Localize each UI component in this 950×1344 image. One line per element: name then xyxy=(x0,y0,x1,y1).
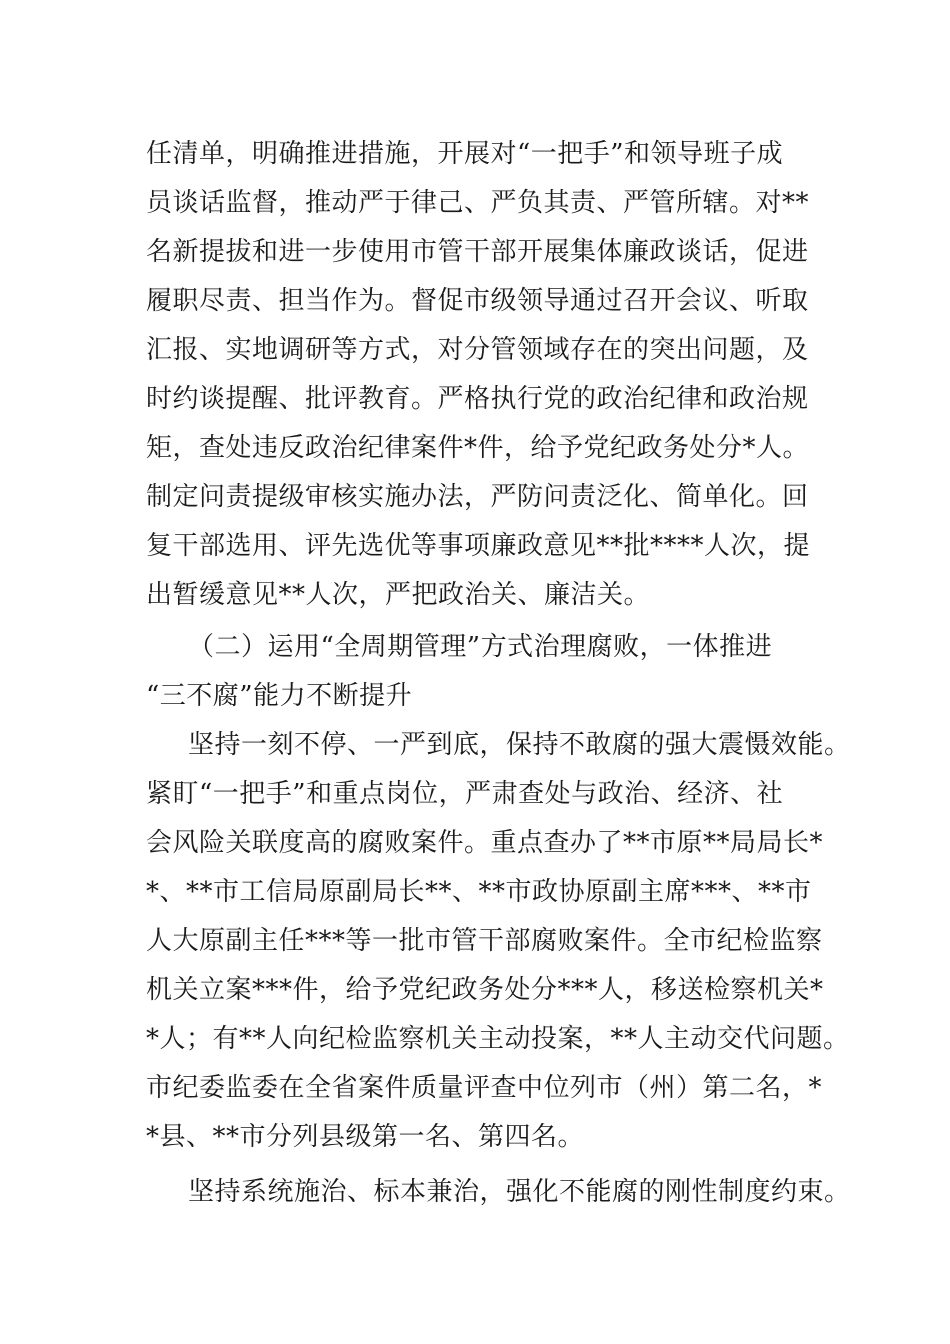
text-line: 矩，查处违反政治纪律案件*件，给予党纪政务处分*人。 xyxy=(146,433,810,463)
text-line: 紧盯“一把手”和重点岗位，严肃查处与政治、经济、社 xyxy=(146,779,784,809)
text-line: 复干部选用、评先选优等事项廉政意见**批****人次，提 xyxy=(146,531,811,561)
text-line: 时约谈提醒、批评教育。严格执行党的政治纪律和政治规 xyxy=(146,384,809,414)
text-line: 出暂缓意见**人次，严把政治关、廉洁关。 xyxy=(146,580,651,610)
text-line: 履职尽责、担当作为。督促市级领导通过召开会议、听取 xyxy=(146,286,809,316)
text-line: *县、**市分列县级第一名、第四名。 xyxy=(146,1122,585,1152)
text-line: 机关立案***件，给予党纪政务处分***人，移送检察机关* xyxy=(146,975,824,1005)
text-line: 会风险关联度高的腐败案件。重点查办了**市原**局局长* xyxy=(146,828,824,858)
text-line: 制定问责提级审核实施办法，严防问责泛化、简单化。回 xyxy=(146,482,809,512)
text-line: *人；有**人向纪检监察机关主动投案，**人主动交代问题。 xyxy=(146,1024,850,1054)
text-line: 市纪委监委在全省案件质量评查中位列市（州）第二名，* xyxy=(146,1073,823,1103)
text-line: 员谈话监督，推动严于律己、严负其责、严管所辖。对** xyxy=(146,188,810,218)
paragraph-first-line: 坚持一刻不停、一严到底，保持不敢腐的强大震慑效能。 xyxy=(188,730,851,760)
section-heading-line: “三不腐”能力不断提升 xyxy=(146,681,413,711)
text-line: 任清单，明确推进措施，开展对“一把手”和领导班子成 xyxy=(146,139,784,169)
text-line: 人大原副主任***等一批市管干部腐败案件。全市纪检监察 xyxy=(146,926,823,956)
paragraph-first-line: 坚持系统施治、标本兼治，强化不能腐的刚性制度约束。 xyxy=(188,1177,851,1207)
text-line: 汇报、实地调研等方式，对分管领域存在的突出问题，及 xyxy=(146,335,809,365)
text-line: *、**市工信局原副局长**、**市政协原副主席***、**市 xyxy=(146,877,812,907)
section-heading-line: （二）运用“全周期管理”方式治理腐败，一体推进 xyxy=(188,632,773,662)
text-line: 名新提拔和进一步使用市管干部开展集体廉政谈话，促进 xyxy=(146,237,809,267)
